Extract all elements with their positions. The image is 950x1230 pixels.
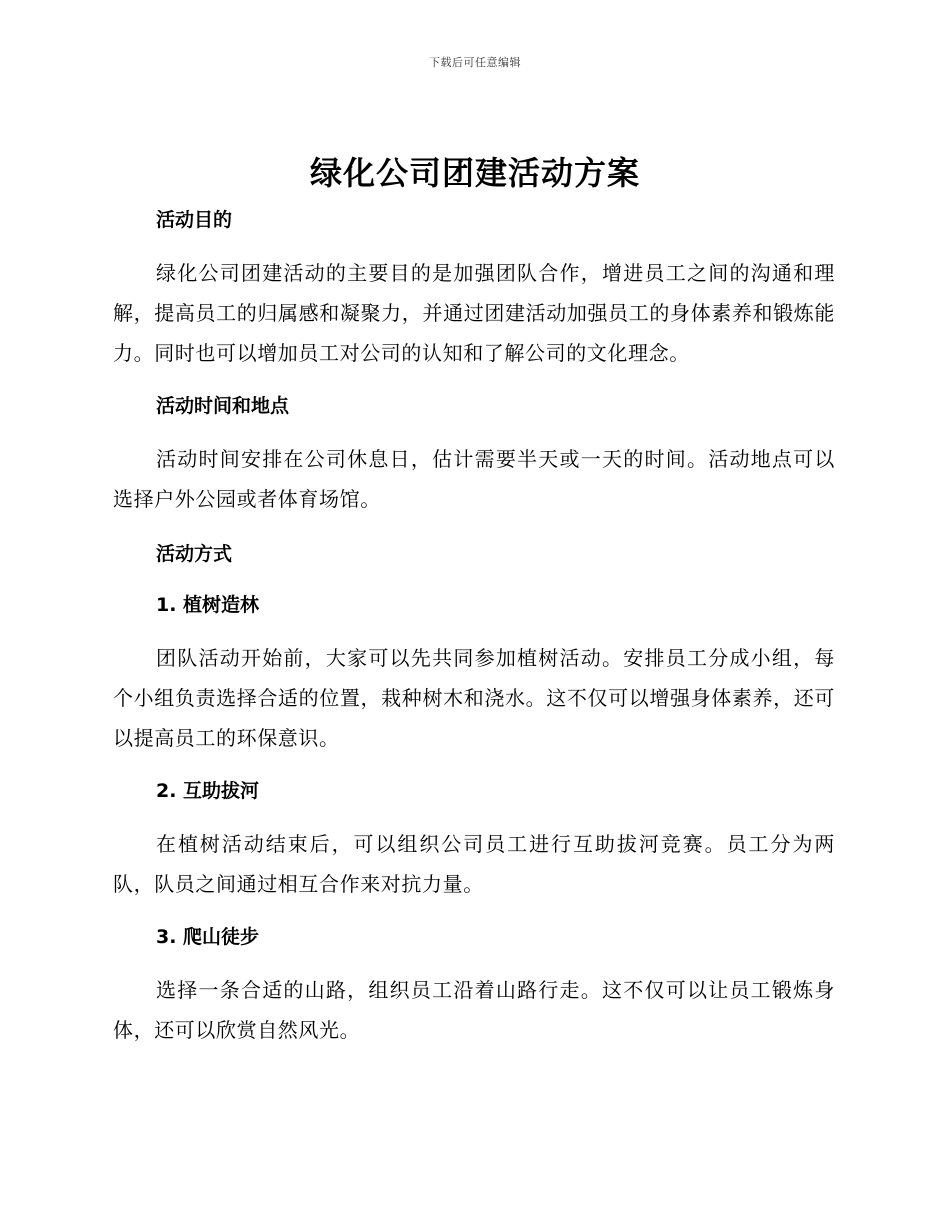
- section-paragraph-purpose: 绿化公司团建活动的主要目的是加强团队合作，增进员工之间的沟通和理解，提高员工的归属感和凝聚力，并通过团建活动加强员工的身体素养和锻炼能力。同时也可以增加员工对公司的认知和了解公司的文化理念。: [113, 261, 835, 365]
- section-heading-methods: 活动方式: [156, 543, 233, 565]
- section-heading-hiking: 3. 爬山徒步: [156, 926, 260, 948]
- section-heading-tree-planting: 1. 植树造林: [156, 594, 260, 616]
- section-heading-tug-of-war: 2. 互助拔河: [156, 780, 260, 802]
- document-title: 绿化公司团建活动方案: [309, 154, 640, 192]
- section-heading-purpose: 活动目的: [156, 209, 233, 231]
- section-paragraph-tug-of-war: 在植树活动结束后，可以组织公司员工进行互助拔河竞赛。员工分为两队，队员之间通过相互合作来对抗力量。: [113, 832, 835, 896]
- section-paragraph-hiking: 选择一条合适的山路，组织员工沿着山路行走。这不仅可以让员工锻炼身体，还可以欣赏自然风光。: [113, 978, 835, 1042]
- document-body: [113, 204, 835, 1050]
- header-note: 下载后可任意编辑: [429, 56, 521, 69]
- section-paragraph-time-place: 活动时间安排在公司休息日，估计需要半天或一天的时间。活动地点可以选择户外公园或者体育场馆。: [113, 447, 835, 511]
- section-paragraph-tree-planting: 团队活动开始前，大家可以先共同参加植树活动。安排员工分成小组，每个小组负责选择合适的位置，栽种树木和浇水。这不仅可以增强身体素养，还可以提高员工的环保意识。: [113, 646, 835, 750]
- section-heading-time-place: 活动时间和地点: [156, 395, 290, 417]
